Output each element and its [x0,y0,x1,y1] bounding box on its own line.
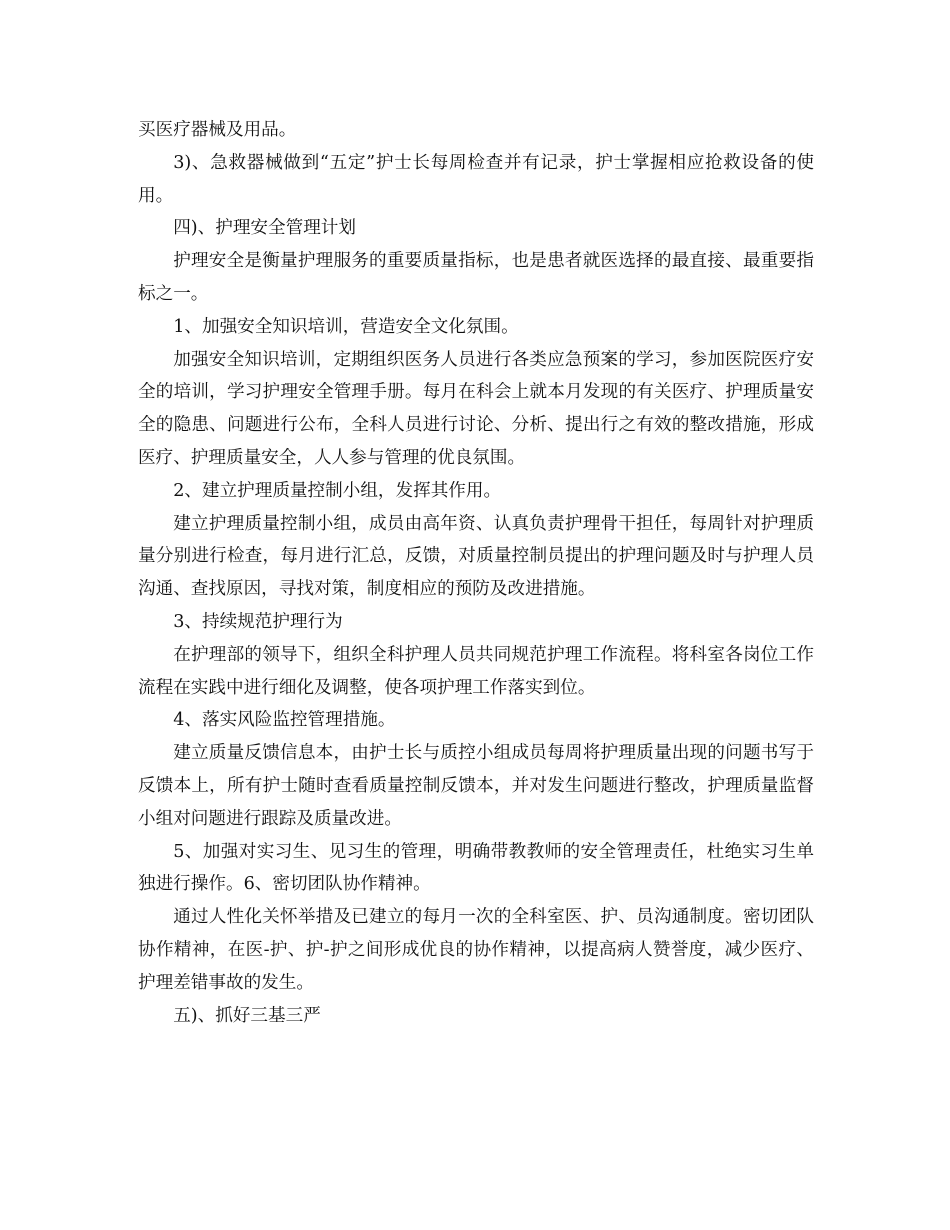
paragraph-feedback: 建立质量反馈信息本，由护士长与质控小组成员每周将护理质量出现的问题书写于反馈本上，所有护士随时查看质量控制反馈本，并对发生问题进行整改，护理质量监督小组对问题进行跟踪及质量改进。 [138,743,814,829]
paragraph-quality-group: 建立护理质量控制小组，成员由高年资、认真负责护理骨干担任，每周针对护理质量分别进行检查，每月进行汇总，反馈，对质量控制员提出的护理问题及时与护理人员沟通、查找原因，寻找对策，制度相应的预防及改进措施。 [138,513,814,600]
paragraph-teamwork: 通过人性化关怀举措及已建立的每月一次的全科室医、护、员沟通制度。密切团队协作精神，在医-护、护-护之间形成优良的协作精神，以提高病人赞誉度，减少医疗、护理差错事故的发生。 [138,907,814,993]
section-heading-5: 五)、抓好三基三严 [173,1005,321,1026]
subheading-1: 1、加强安全知识培训，营造安全文化氛围。 [173,316,519,337]
paragraph-item-3: 3)、急救器械做到“五定”护士长每周检查并有记录，护士掌握相应抢救设备的使用。 [138,152,814,206]
paragraph-continuation: 买医疗器械及用品。 [138,120,297,140]
paragraph-training: 加强安全知识培训，定期组织医务人员进行各类应急预案的学习，参加医院医疗安全的培训，学习护理安全管理手册。每月在科会上就本月发现的有关医疗、护理质量安全的隐患、问题进行公布，全科人员进行讨论、分析、提出行之有效的整改措施，形成医疗、护理质量安全，人人参与管理的优良氛围。 [138,349,814,468]
section-heading-4: 四)、护理安全管理计划 [173,218,356,239]
document-body [138,114,814,1032]
subheading-4: 4、落实风险监控管理措施。 [173,710,396,731]
subheading-3: 3、持续规范护理行为 [173,611,343,632]
subheading-2: 2、建立护理质量控制小组，发挥其作用。 [173,480,502,501]
paragraph-items-5-6: 5、加强对实习生、见习生的管理，明确带教教师的安全管理责任，杜绝实习生单独进行操作。6、密切团队协作精神。 [138,841,814,895]
paragraph-workflow: 在护理部的领导下，组织全科护理人员共同规范护理工作流程。将科室各岗位工作流程在实践中进行细化及调整，使各项护理工作落实到位。 [138,644,814,698]
paragraph-intro: 护理安全是衡量护理服务的重要质量指标，也是患者就医选择的最直接、最重要指标之一。 [138,251,814,304]
